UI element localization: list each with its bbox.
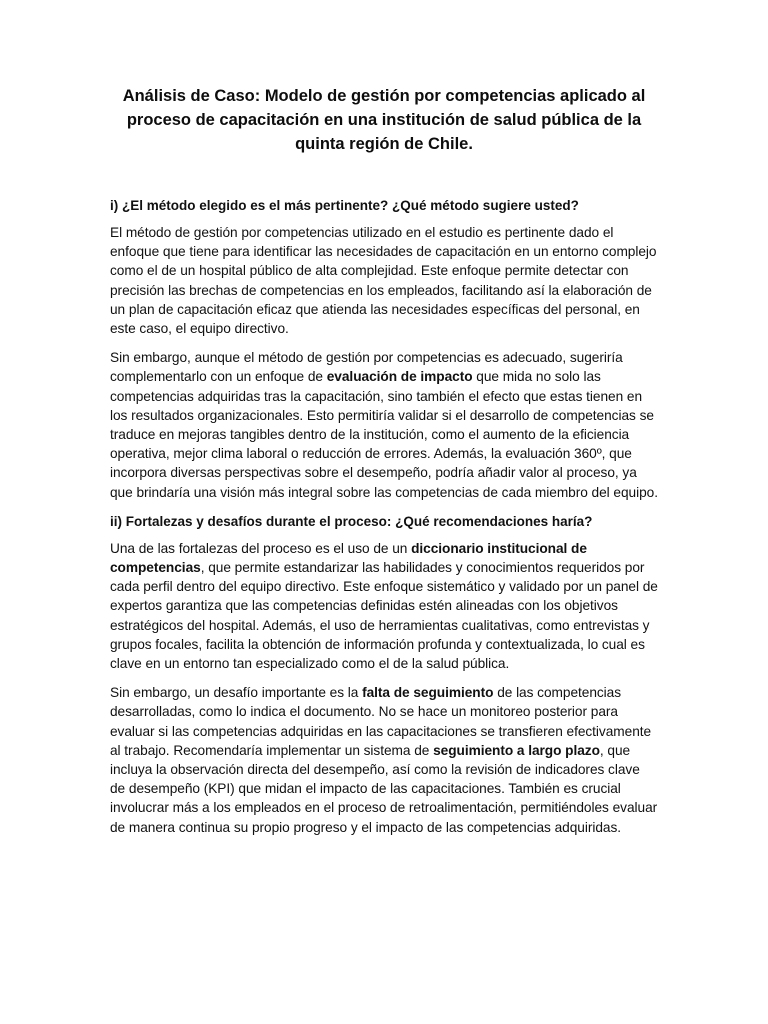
- section-heading: i) ¿El método elegido es el más pertinente? ¿Qué método sugiere usted?: [110, 198, 579, 213]
- bold-term: falta de seguimiento: [362, 685, 494, 701]
- paragraph-text: Sin embargo, aunque el método de gestión por competencias es adecuado, sugeriría complementarlo con un enfoque de: [110, 350, 623, 385]
- bold-term: diccionario institucional de competencias: [110, 540, 587, 576]
- paragraph-text: Sin embargo, un desafío importante es la: [110, 685, 363, 701]
- section-heading: ii) Fortalezas y desafíos durante el proceso: ¿Qué recomendaciones haría?: [110, 513, 593, 529]
- section-2: [110, 512, 658, 837]
- paragraph-text: , que permite estandarizar las habilidades y conocimientos requeridos por cada perfil dentro del equipo directivo. Este enfoque sistemático y validado por un panel de expertos garantiza que las competencias definidas estén alineadas con los objetivos estratégicos del hospital. Además, el uso de herramientas cualitativas, como entrevistas y grupos focales, facilita la obtención de información profunda y contextualizada, lo cual es clave en un entorno tan especializado como el de la salud pública.: [110, 560, 658, 672]
- document-page: [110, 84, 658, 847]
- paragraph-text: , que incluya la observación directa del desempeño, así como la revisión de indicadores clave de desempeño (KPI) que midan el impacto de las capacitaciones. También es crucial involucrar más a los empleados en el proceso de retroalimentación, permitiéndoles evaluar de manera continua su propio progreso y el impacto de las competencias adquiridas.: [110, 742, 658, 835]
- paragraph: [110, 223, 658, 338]
- paragraph: [110, 539, 658, 673]
- paragraph-text: que mida no solo las competencias adquiridas tras la capacitación, sino también el efecto que estas tienen en los resultados organizacionales. Esto permitiría validar si el desarrollo de competencias se traduce en mejoras tangibles dentro de la institución, como el aumento de la eficiencia operativa, mejor clima laboral o reducción de errores. Además, la evaluación 360º, que incorpora diversas perspectivas sobre el desempeño, podría añadir valor al proceso, ya que brindaría una visión más integral sobre las competencias de cada miembro del equipo.: [110, 369, 658, 500]
- section-1: [110, 196, 658, 502]
- paragraph: [110, 348, 658, 502]
- paragraph: [110, 683, 658, 837]
- paragraph-text: El método de gestión por competencias utilizado en el estudio es pertinente dado el enfoque que tiene para identificar las necesidades de capacitación en un entorno complejo como el de un hospital público de alta complejidad. Este enfoque permite detectar con precisión las brechas de competencias en los empleados, facilitando así la elaboración de un plan de capacitación eficaz que atienda las necesidades específicas del personal, en este caso, el equipo directivo.: [110, 225, 657, 337]
- document-title: Análisis de Caso: Modelo de gestión por competencias aplicado al proceso de capacitación en una institución de salud pública de la quinta región de Chile.: [122, 87, 646, 153]
- paragraph-text: Una de las fortalezas del proceso es el uso de un: [110, 540, 412, 556]
- paragraph-text: de las competencias desarrolladas, como lo indica el documento. No se hace un monitoreo posterior para evaluar si las competencias adquiridas en las capacitaciones se transfieren efectivamente al trabajo. Recomendaría implementar un sistema de: [110, 685, 652, 758]
- bold-term: seguimiento a largo plazo: [433, 742, 600, 758]
- bold-term: evaluación de impacto: [326, 369, 473, 385]
